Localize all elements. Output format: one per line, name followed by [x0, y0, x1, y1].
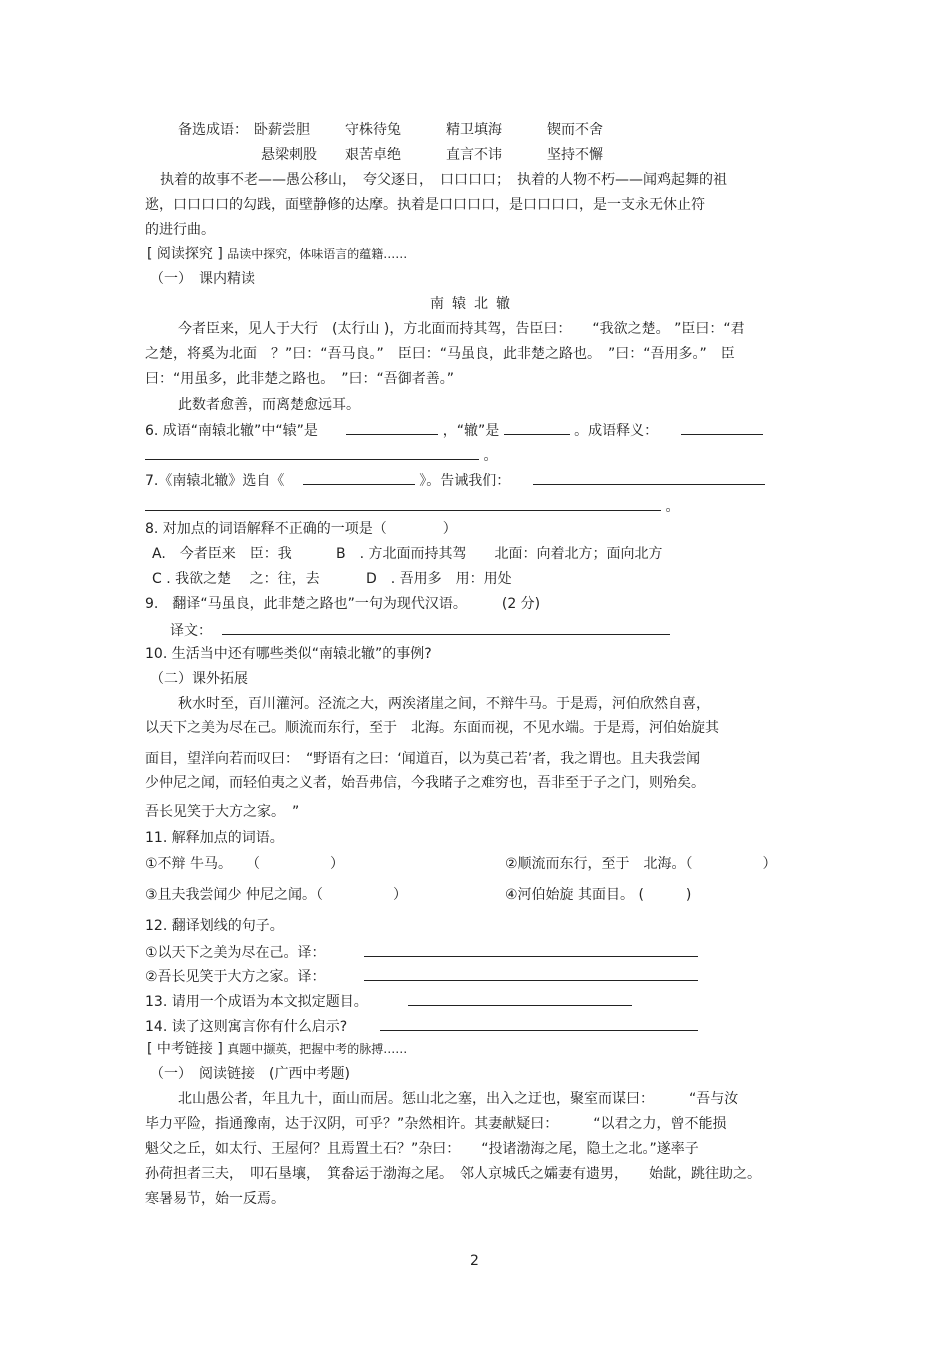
answer-blank[interactable] — [533, 470, 765, 485]
fill-paragraph-line: 的进行曲。 — [145, 222, 215, 238]
section-heading — [147, 1040, 407, 1058]
idiom-label: 备选成语： — [178, 122, 248, 138]
idiom-option: 直言不讳 — [446, 147, 502, 163]
option-b: B . 方北面而持其驾 北面：向着北方；面向北方 — [336, 546, 663, 562]
idiom-option: 锲而不舍 — [547, 122, 603, 138]
idiom-option: 卧薪尝胆 — [254, 122, 310, 138]
section-tag: [ 中考链接 ] — [147, 1041, 223, 1057]
option-c: C . 我欲之楚 之：往，去 — [152, 571, 320, 587]
answer-blank[interactable] — [408, 991, 632, 1006]
answer-blank[interactable] — [681, 420, 763, 435]
q11-item: ③且夫我尝闻少 仲尼之闻。（ ） — [145, 887, 407, 903]
ext-line: 少仲尼之闻，而轻伯夷之义者，始吾弗信，今我睹子之难穷也，吾非至于子之门，则殆矣。 — [145, 775, 705, 791]
answer-blank[interactable] — [145, 496, 661, 511]
yugong-line: 毕力平险，指通豫南，达于汉阴，可乎？”杂然相许。其妻献疑曰： “以君之力，曾不能损 — [145, 1116, 727, 1132]
yugong-line: 孙荷担者三夫， 叩石垦壤， 箕畚运于渤海之尾。 邻人京城氏之孀妻有遗男， 始龀，跳往助之。 — [145, 1166, 761, 1182]
idiom-option: 守株待兔 — [345, 122, 401, 138]
q11-item: ②顺流而东行，至于 北海。（ ） — [505, 856, 777, 872]
answer-blank[interactable] — [303, 470, 415, 485]
q11-item: ①不辩 牛马。 （ ） — [145, 856, 345, 872]
q12-item: ①以天下之美为尽在己。译： — [145, 942, 698, 962]
idiom-option: 悬梁刺股 — [261, 147, 317, 163]
story-line: 今者臣来，见人于大行 (太行山 )，方北面而持其驾，告臣曰： “我欲之楚。 ”臣曰：“君 — [178, 321, 745, 337]
idiom-option: 精卫填海 — [446, 122, 502, 138]
question-6: 6. 成语“南辕北辙”中“辕”是 ，“辙”是 。成语释义： — [145, 420, 763, 440]
story-line: 此数者愈善，而离楚愈远耳。 — [178, 397, 360, 413]
ext-line: 秋水时至，百川灌河。泾流之大，两涘渚崖之间，不辩牛马。于是焉，河伯欣然自喜， — [178, 696, 710, 712]
fill-paragraph-line: 执着的故事不老——愚公移山， 夸父逐日， 口口口口； 执着的人物不朽——闻鸡起舞的祖 — [160, 172, 727, 188]
question-9: 9. 翻译“马虽良，此非楚之路也”一句为现代汉语。 (2 分) — [145, 596, 541, 612]
question-7: 7.《南辕北辙》选自《 》。告诫我们： — [145, 470, 765, 490]
answer-blank[interactable] — [380, 1016, 698, 1031]
answer-blank[interactable] — [504, 420, 570, 435]
ext-line: 面目，望洋向若而叹曰： “野语有之曰：‘闻道百，以为莫己若’者，我之谓也。且夫我尝闻 — [145, 751, 701, 767]
yugong-line: 北山愚公者，年且九十，面山而居。惩山北之塞，出入之迂也，聚室而谋曰： “吾与汝 — [178, 1091, 739, 1107]
ext-line: 以天下之美为尽在己。顺流而东行，至于 北海。东面而视，不见水端。于是焉，河伯始旋其 — [145, 720, 719, 736]
answer-blank[interactable] — [346, 420, 438, 435]
part-label: （一） 阅读链接 (广西中考题) — [150, 1066, 350, 1082]
question-8: 8. 对加点的词语解释不正确的一项是（ ） — [145, 521, 457, 537]
idiom-option: 坚持不懈 — [547, 147, 603, 163]
translation-row: 译文： — [170, 620, 670, 640]
ext-line: 吾长见笑于大方之家。 ” — [145, 804, 300, 820]
question-6-cont: 。 — [145, 445, 497, 465]
option-d: D . 吾用多 用：用处 — [366, 571, 512, 587]
fill-paragraph-line: 逖，口口口口的勾践，面壁静修的达摩。执着是口口口口，是口口口口，是一支永无休止符 — [145, 197, 705, 213]
idiom-option: 艰苦卓绝 — [345, 147, 401, 163]
yugong-line: 魁父之丘，如太行、王屋何？且焉置土石？”杂曰： “投诸渤海之尾，隐土之北。”遂率子 — [145, 1141, 699, 1157]
answer-blank[interactable] — [364, 966, 698, 981]
question-14: 14. 读了这则寓言你有什么启示? — [145, 1016, 698, 1036]
section-desc: 品读中探究，体味语言的蕴籍…… — [227, 247, 408, 261]
yugong-line: 寒暑易节，始一反焉。 — [145, 1191, 285, 1207]
answer-blank[interactable] — [364, 942, 698, 957]
section-desc: 真题中撷英，把握中考的脉搏…… — [227, 1042, 408, 1056]
q11-item: ④河伯始旋 其面目。 ( ) — [505, 887, 692, 903]
page-number: 2 — [470, 1253, 479, 1269]
section-heading — [147, 245, 407, 263]
answer-blank[interactable] — [222, 620, 670, 635]
q12-item: ②吾长见笑于大方之家。译： — [145, 966, 698, 986]
question-12: 12. 翻译划线的句子。 — [145, 918, 284, 934]
story-title: 南辕北辙 — [430, 296, 518, 312]
question-7-cont: 。 — [145, 496, 679, 516]
question-13: 13. 请用一个成语为本文拟定题目。 — [145, 991, 632, 1011]
part-label: （一） 课内精读 — [150, 271, 255, 287]
option-a: A. 今者臣来 臣：我 — [152, 546, 292, 562]
story-line: 之楚，将奚为北面 ？”曰：“吾马良。” 臣曰：“马虽良，此非楚之路也。 ”曰：“吾用多。” 臣 — [145, 346, 735, 362]
section-tag: [ 阅读探究 ] — [147, 246, 223, 262]
story-line: 曰：“用虽多，此非楚之路也。 ”曰：“吾御者善。” — [145, 371, 455, 387]
answer-blank[interactable] — [145, 445, 479, 460]
part-label: （二）课外拓展 — [150, 671, 248, 687]
question-10: 10. 生活当中还有哪些类似“南辕北辙”的事例? — [145, 646, 432, 662]
question-11: 11. 解释加点的词语。 — [145, 830, 284, 846]
